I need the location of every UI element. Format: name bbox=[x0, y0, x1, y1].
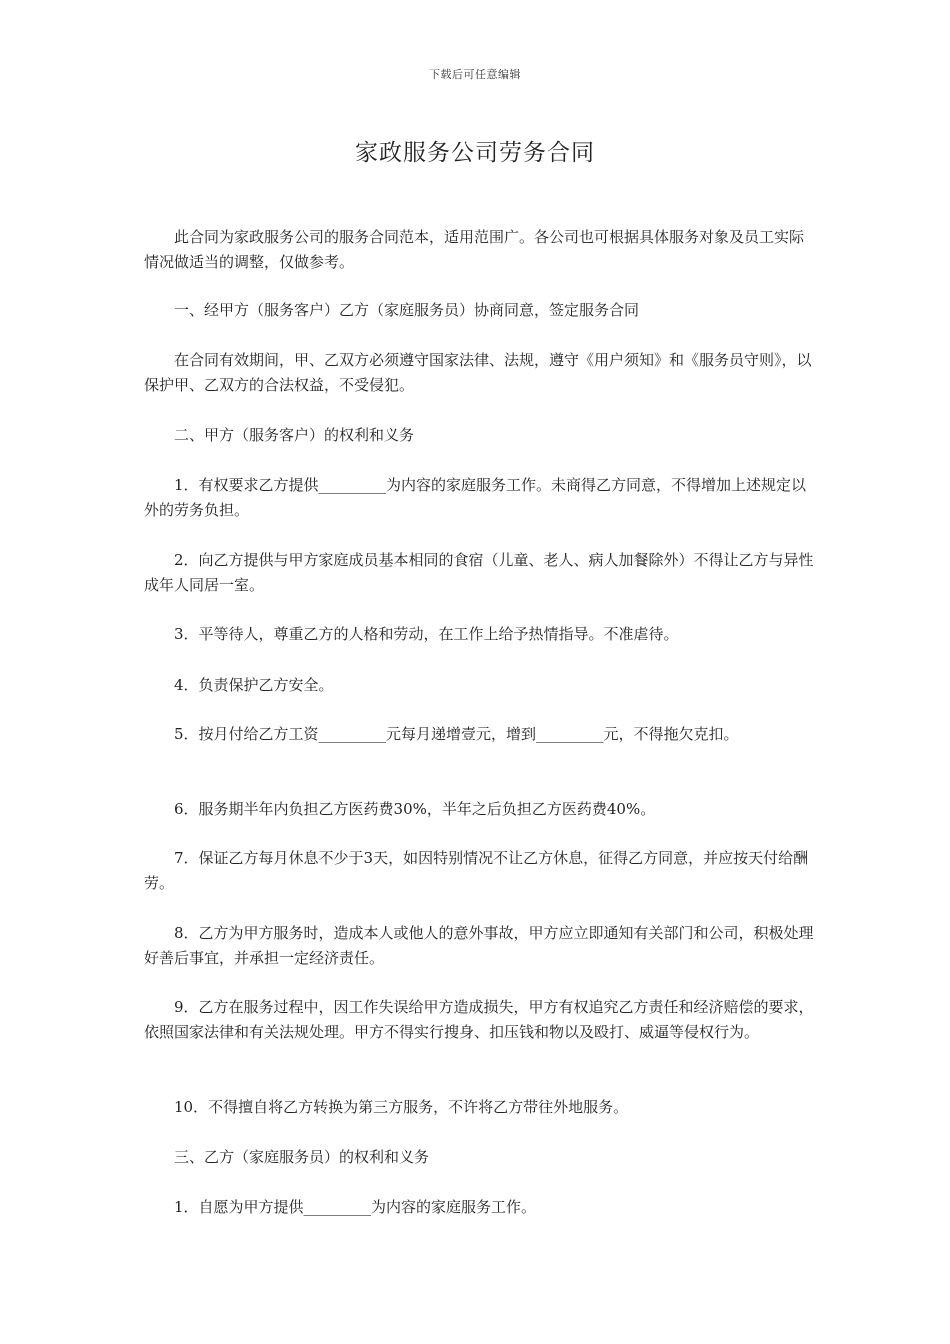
clause-2-1: 1．有权要求乙方提供_________为内容的家庭服务工作。未商得乙方同意，不得增加上述规定以外的劳务负担。 bbox=[144, 476, 807, 519]
document-title: 家政服务公司劳务合同 bbox=[355, 140, 595, 166]
clause-2-3: 3．平等待人，尊重乙方的人格和劳动，在工作上给予热情指导。不准虐待。 bbox=[174, 625, 679, 643]
section-1-heading: 一、经甲方（服务客户）乙方（家庭服务员）协商同意，签定服务合同 bbox=[174, 301, 640, 319]
section-2-heading: 二、甲方（服务客户）的权利和义务 bbox=[174, 426, 415, 444]
clause-3-1: 1．自愿为甲方提供_________为内容的家庭服务工作。 bbox=[174, 1198, 537, 1216]
intro-paragraph: 此合同为家政服务公司的服务合同范本，适用范围广。各公司也可根据具体服务对象及员工实际情况做适当的调整，仅做参考。 bbox=[144, 228, 805, 271]
section-3-heading: 三、乙方（家庭服务员）的权利和义务 bbox=[174, 1148, 430, 1166]
clause-2-9: 9．乙方在服务过程中，因工作失误给甲方造成损失，甲方有权追究乙方责任和经济赔偿的要求，依照国家法律和有关法规处理。甲方不得实行搜身、扣压钱和物以及殴打、威逼等侵权行为。 bbox=[144, 998, 814, 1041]
clause-2-6: 6．服务期半年内负担乙方医药费30%，半年之后负担乙方医药费40%。 bbox=[174, 800, 656, 818]
clause-2-8: 8．乙方为甲方服务时，造成本人或他人的意外事故，甲方应立即通知有关部门和公司，积极处理好善后事宜，并承担一定经济责任。 bbox=[144, 924, 814, 967]
header-note: 下载后可任意编辑 bbox=[429, 68, 521, 81]
clause-2-10: 10．不得擅自将乙方转换为第三方服务，不许将乙方带往外地服务。 bbox=[174, 1098, 629, 1116]
clause-2-5: 5．按月付给乙方工资_________元每月递增壹元，增到_________元，不得拖欠克扣。 bbox=[174, 725, 739, 743]
section-1-paragraph: 在合同有效期间，甲、乙双方必须遵守国家法律、法规，遵守《用户须知》和《服务员守则》，以保护甲、乙双方的合法权益，不受侵犯。 bbox=[144, 351, 812, 394]
clause-2-7: 7．保证乙方每月休息不少于3天，如因特别情况不让乙方休息，征得乙方同意，并应按天付给酬劳。 bbox=[144, 849, 809, 892]
clause-2-2: 2．向乙方提供与甲方家庭成员基本相同的食宿（儿童、老人、病人加餐除外）不得让乙方与异性成年人同居一室。 bbox=[144, 551, 814, 594]
clause-2-4: 4．负责保护乙方安全。 bbox=[174, 676, 334, 694]
